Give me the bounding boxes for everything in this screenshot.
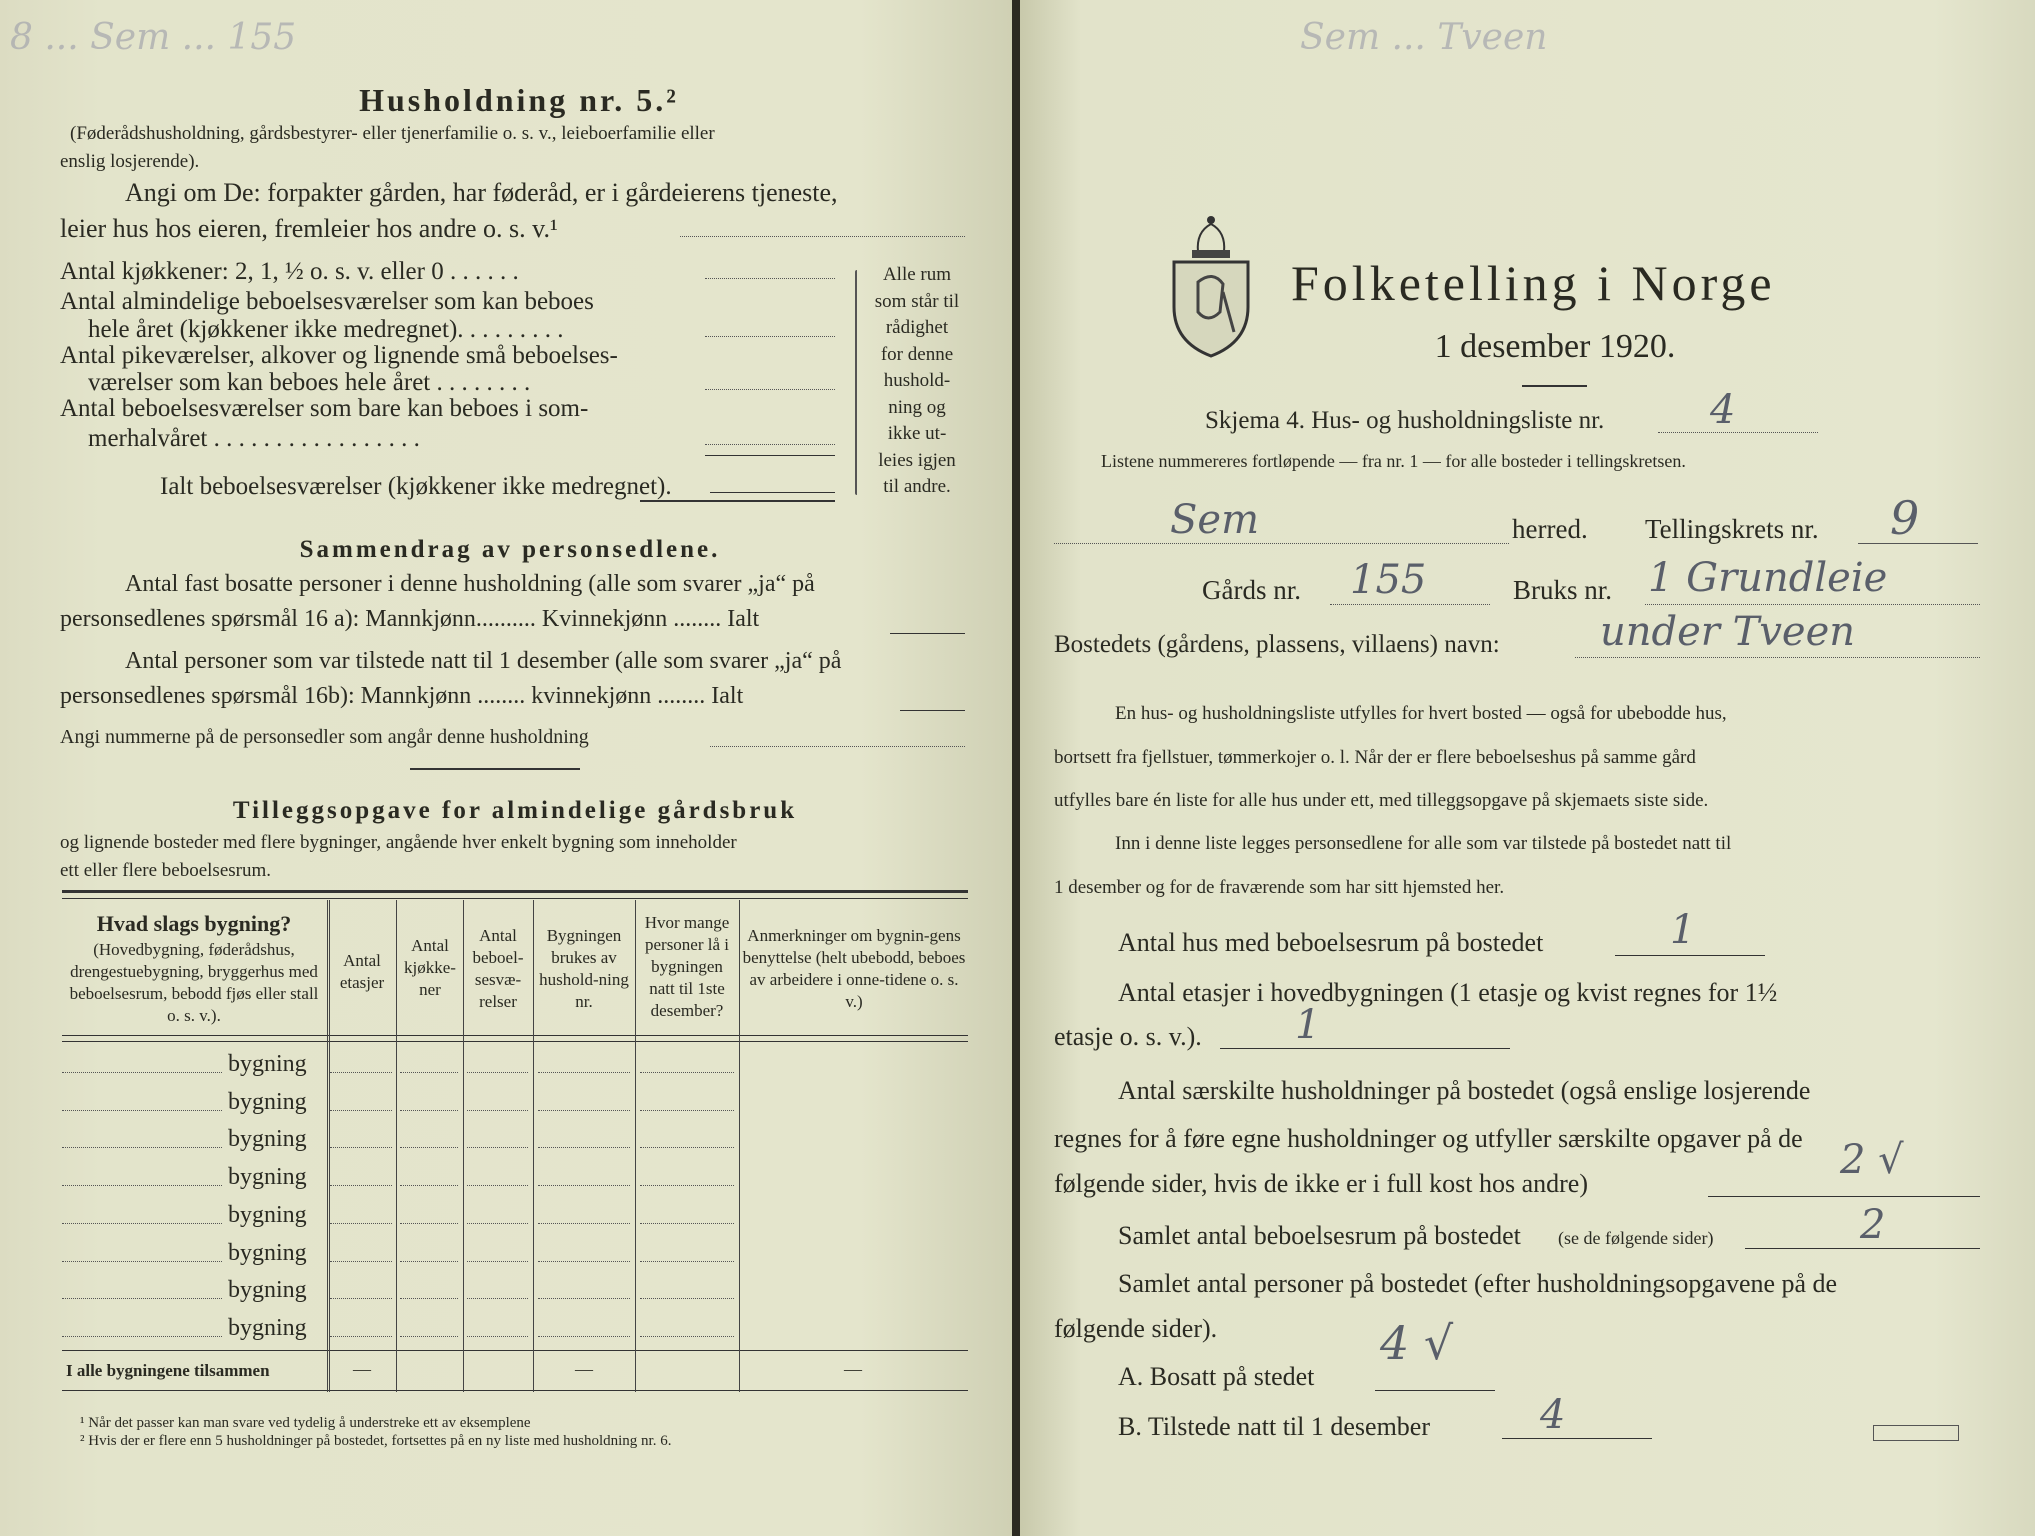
table-cell[interactable] xyxy=(330,1298,392,1299)
table-cell[interactable] xyxy=(400,1072,458,1073)
households-question: Antal særskilte husholdninger på bostedet (også enslige losjerende xyxy=(1118,1076,1811,1105)
summer-rooms-field[interactable] xyxy=(705,444,835,445)
instruction-line: bortsett fra fjellstuer, tømmerkojer o. l. Når der er flere beboelseshus på samme gård xyxy=(1054,747,1696,768)
table-cell[interactable] xyxy=(640,1261,734,1262)
building-type-field[interactable] xyxy=(62,1072,222,1073)
brace-note-line: ikke ut- xyxy=(887,423,947,444)
table-cell[interactable] xyxy=(640,1110,734,1111)
addendum-text-2: ett eller flere beboelsesrum. xyxy=(60,860,272,881)
header-persons: Hvor mange personer lå i bygningen natt til 1ste desember? xyxy=(644,913,730,1021)
table-cell[interactable] xyxy=(467,1261,528,1262)
table-cell[interactable] xyxy=(538,1298,630,1299)
col-divider xyxy=(533,900,534,1392)
floors-field[interactable] xyxy=(1220,1048,1510,1049)
right-page xyxy=(1020,0,2035,1536)
summary-line: personsedlenes spørsmål 16 a): Mannkjønn.......... Kvinnekjønn ........ Ialt xyxy=(60,606,760,632)
table-cell[interactable] xyxy=(330,1185,392,1186)
present-value: 4 xyxy=(1540,1392,1566,1438)
use-number-value: 1 Grundleie xyxy=(1648,555,1888,601)
footnote: ² Hvis der er flere enn 5 husholdninger på bostedet, fortsettes på en ny liste med husholdning nr. 6. xyxy=(80,1433,672,1449)
header-rooms: Antal beboel-sesvæ-relser xyxy=(472,926,524,1012)
table-cell[interactable] xyxy=(538,1072,630,1073)
row-label: bygning xyxy=(228,1277,307,1304)
rooms-line: Antal beboelsesværelser som bare kan beboes i som- xyxy=(60,395,589,422)
summary-line: personsedlenes spørsmål 16b): Mannkjønn ........ kvinnekjønn ........ Ialt xyxy=(60,683,744,709)
total-row-label: I alle bygningene tilsammen xyxy=(66,1361,270,1380)
table-cell[interactable] xyxy=(640,1336,734,1337)
rooms-total-label: Ialt beboelsesværelser (kjøkkener ikke medregnet). xyxy=(160,473,672,500)
col-divider xyxy=(463,900,464,1392)
coat-of-arms-icon xyxy=(1168,212,1254,360)
table-cell[interactable] xyxy=(467,1185,528,1186)
schema-label: Skjema 4. Hus- og husholdningsliste nr. xyxy=(1205,407,1605,434)
table-cell[interactable] xyxy=(467,1072,528,1073)
rooms-question-note: (se de følgende sider) xyxy=(1558,1228,1714,1248)
building-type-field[interactable] xyxy=(62,1147,222,1148)
header-kitchens: Antal kjøkke-ner xyxy=(404,936,456,1000)
table-cell[interactable] xyxy=(400,1185,458,1186)
addendum-text: og lignende bosteder med flere bygninger, angående hver enkelt bygning som inneholder xyxy=(60,832,737,853)
col-divider xyxy=(739,900,740,1392)
table-cell[interactable] xyxy=(330,1110,392,1111)
body-bottom-rule xyxy=(62,1350,968,1351)
use-number-label: Bruks nr. xyxy=(1513,575,1613,605)
title-rule xyxy=(1522,385,1587,387)
list-number-field[interactable] xyxy=(1658,432,1818,433)
table-cell[interactable] xyxy=(538,1147,630,1148)
header-household: Bygningen brukes av hushold-ning nr. xyxy=(539,926,629,1012)
building-type-field[interactable] xyxy=(62,1223,222,1224)
census-title: Folketelling i Norge xyxy=(1291,255,1776,311)
instruction-line: Inn i denne liste legges personsedlene for alle som var tilstede på bostedet natt til xyxy=(1115,833,1732,854)
header-title: Hvad slags bygning? xyxy=(96,911,292,936)
houses-field[interactable] xyxy=(1615,955,1765,956)
table-cell[interactable] xyxy=(538,1261,630,1262)
district-value: 9 xyxy=(1890,491,1920,545)
building-type-field[interactable] xyxy=(62,1261,222,1262)
list-number-value: 4 xyxy=(1710,387,1736,433)
table-cell[interactable] xyxy=(330,1223,392,1224)
table-cell[interactable] xyxy=(400,1223,458,1224)
header-bottom-rule xyxy=(62,1041,968,1042)
municipality-field[interactable] xyxy=(1054,543,1509,544)
header-building-type xyxy=(66,910,322,1027)
footnote: ¹ Når det passer kan man svare ved tydelig å understreke ett av eksemplene xyxy=(80,1415,531,1431)
addendum-heading: Tilleggsopgave for almindelige gårdsbruk xyxy=(232,797,798,824)
table-cell[interactable] xyxy=(640,1185,734,1186)
table-cell[interactable] xyxy=(400,1110,458,1111)
row-label: bygning xyxy=(228,1201,307,1228)
header-subtitle: (Hovedbygning, føderådshus, drengestuebygning, bryggerhus med beboelsesrum, bebodd fjøs eller stall o. s. v.). xyxy=(69,939,319,1025)
residence-name-field[interactable] xyxy=(1575,657,1980,658)
row-label: bygning xyxy=(228,1314,307,1341)
person-numbers-field[interactable] xyxy=(710,746,965,747)
small-rooms-field[interactable] xyxy=(705,389,835,390)
summary-line: Antal fast bosatte personer i denne husholdning (alle som svarer „ja“ på xyxy=(125,571,815,597)
rooms-field[interactable] xyxy=(1745,1248,1980,1249)
household-title: Husholdning nr. 5.² xyxy=(359,82,679,118)
census-date: 1 desember 1920. xyxy=(1434,328,1676,365)
table-top-rule xyxy=(62,898,968,899)
floors-value: 1 xyxy=(1295,1002,1321,1048)
table-cell[interactable] xyxy=(467,1147,528,1148)
houses-question: Antal hus med beboelsesrum på bostedet xyxy=(1118,928,1544,957)
instruction-line: utfylles bare én liste for alle hus under ett, med tilleggsopgave på skjemaets siste side. xyxy=(1054,790,1709,811)
table-cell[interactable] xyxy=(467,1336,528,1337)
use-number-field[interactable] xyxy=(1645,604,1980,605)
row-label: bygning xyxy=(228,1126,307,1153)
brace xyxy=(855,270,857,495)
rooms-total-rule xyxy=(640,500,835,502)
table-cell[interactable] xyxy=(330,1336,392,1337)
rooms-line: Antal pikeværelser, alkover og lignende små beboelses- xyxy=(60,342,618,369)
residence-name-label: Bostedets (gårdens, plassens, villaens) navn: xyxy=(1054,631,1500,658)
rooms-value: 2 xyxy=(1860,1202,1886,1248)
table-cell[interactable] xyxy=(400,1298,458,1299)
present-label: B. Tilstede natt til 1 desember xyxy=(1118,1412,1430,1441)
households-question-2: regnes for å føre egne husholdninger og utfyller særskilte opgaver på de xyxy=(1054,1124,1803,1153)
summary-line: Antal personer som var tilstede natt til 1 desember (alle som svarer „ja“ på xyxy=(125,648,842,674)
brace-note-line: som står til xyxy=(874,290,960,312)
total-dash: — xyxy=(575,1359,593,1379)
col-divider xyxy=(396,900,397,1392)
rooms-line: Antal kjøkkener: 2, 1, ½ o. s. v. eller 0 . . . . . . xyxy=(60,258,519,285)
angi-answer-line[interactable] xyxy=(680,236,965,237)
farm-number-label: Gårds nr. xyxy=(1202,575,1301,605)
household-subtitle-2: enslig losjerende). xyxy=(60,151,200,172)
table-cell[interactable] xyxy=(538,1110,630,1111)
ordinary-rooms-field[interactable] xyxy=(705,336,835,337)
table-cell[interactable] xyxy=(467,1110,528,1111)
brace-note-line: for denne xyxy=(880,343,954,365)
rooms-line: værelser som kan beboes hele året . . . . . . . . xyxy=(88,369,531,396)
building-type-field[interactable] xyxy=(62,1185,222,1186)
district-label: Tellingskrets nr. xyxy=(1645,514,1819,544)
table-cell[interactable] xyxy=(330,1072,392,1073)
header-bottom-rule xyxy=(62,1035,968,1036)
table-cell[interactable] xyxy=(640,1298,734,1299)
present-field[interactable] xyxy=(1502,1438,1652,1439)
table-top-rule xyxy=(62,890,968,893)
floors-question: Antal etasjer i hovedbygningen (1 etasje og kvist regnes for 1½ xyxy=(1118,978,1778,1007)
floors-question-2: etasje o. s. v.). xyxy=(1054,1022,1202,1051)
total-dash: — xyxy=(844,1359,862,1379)
persons-question-2: følgende sider). xyxy=(1054,1314,1218,1343)
municipality-label: herred. xyxy=(1512,514,1588,544)
households-field[interactable] xyxy=(1708,1196,1980,1197)
houses-value: 1 xyxy=(1670,907,1696,953)
residence-name-value: under Tveen xyxy=(1600,609,1856,655)
building-type-field[interactable] xyxy=(62,1110,222,1111)
table-cell[interactable] xyxy=(330,1261,392,1262)
numbering-note: Listene nummereres fortløpende — fra nr. 1 — for alle bosteder i tellingskretsen. xyxy=(1101,451,1686,471)
brace-note-line: leies igjen xyxy=(878,449,956,471)
angi-text: Angi om De: forpakter gården, har føderåd, er i gårdeierens tjeneste, xyxy=(125,178,838,207)
households-question-3: følgende sider, hvis de ikke er i full kost hos andre) xyxy=(1054,1169,1588,1198)
brace-note-line: Alle rum xyxy=(882,264,952,285)
household-subtitle: (Føderådshusholdning, gårdsbestyrer- eller tjenerfamilie o. s. v., leieboerfamilie eller xyxy=(70,123,715,144)
table-cell[interactable] xyxy=(467,1223,528,1224)
municipality-value: Sem xyxy=(1170,497,1260,543)
summary-line: Angi nummerne på de personsedler som angår denne husholdning xyxy=(60,726,589,748)
row-label: bygning xyxy=(228,1239,307,1266)
table-cell[interactable] xyxy=(538,1223,630,1224)
pencil-note: Sem ... Tveen xyxy=(1300,17,1548,58)
table-cell[interactable] xyxy=(640,1147,734,1148)
brace-note-line: ning og xyxy=(888,396,946,418)
brace-note-line: hushold- xyxy=(883,370,951,391)
instruction-line: En hus- og husholdningsliste utfylles for hvert bosted — også for ubebodde hus, xyxy=(1115,703,1727,724)
angi-text-2: leier hus hos eieren, fremleier hos andre o. s. v.¹ xyxy=(60,214,558,243)
brace-note xyxy=(862,262,972,501)
resident-value: 4 √ xyxy=(1380,1316,1454,1370)
building-type-field[interactable] xyxy=(62,1298,222,1299)
kitchens-field[interactable] xyxy=(705,278,835,279)
brace-note-line: til andre. xyxy=(883,476,951,497)
header-floors: Antal etasjer xyxy=(339,951,385,993)
total-dash: — xyxy=(353,1359,371,1379)
persons-question: Samlet antal personer på bostedet (efter husholdningsopgavene på de xyxy=(1118,1269,1838,1298)
table-bottom-rule xyxy=(62,1390,968,1391)
row-label: bygning xyxy=(228,1051,307,1077)
row-label: bygning xyxy=(228,1088,307,1115)
rooms-line: Antal almindelige beboelsesværelser som kan beboes xyxy=(60,288,594,315)
section-rule xyxy=(410,768,580,770)
summary-heading: Sammendrag av personsedlene. xyxy=(299,536,721,563)
brace-note-line: rådighet xyxy=(885,317,949,338)
row-label: bygning xyxy=(228,1164,307,1191)
table-cell[interactable] xyxy=(400,1147,458,1148)
present-total-field[interactable] xyxy=(900,710,965,711)
pencil-note: 8 ... Sem ... 155 xyxy=(10,17,297,58)
farm-number-value: 155 xyxy=(1350,557,1427,603)
resident-label: A. Bosatt på stedet xyxy=(1118,1362,1315,1391)
rooms-line: hele året (kjøkkener ikke medregnet). . . . . . . . . xyxy=(88,316,564,343)
header-remarks: Anmerkninger om bygnin-gens benyttelse (helt ubebodd, beboes av arbeidere i onne-tidene o. s. v.) xyxy=(742,926,966,1012)
sum-rule xyxy=(705,455,835,456)
households-value: 2 √ xyxy=(1840,1137,1904,1183)
building-type-field[interactable] xyxy=(62,1336,222,1337)
rooms-total-field[interactable] xyxy=(710,492,835,493)
table-cell[interactable] xyxy=(400,1261,458,1262)
rooms-line: merhalvåret . . . . . . . . . . . . . . . . . xyxy=(88,425,420,452)
table-cell[interactable] xyxy=(330,1147,392,1148)
table-cell[interactable] xyxy=(640,1223,734,1224)
rooms-question: Samlet antal beboelsesrum på bostedet xyxy=(1118,1221,1521,1250)
printer-stamp xyxy=(1873,1425,1959,1441)
resident-field[interactable] xyxy=(1375,1390,1495,1391)
table-cell[interactable] xyxy=(538,1185,630,1186)
table-cell[interactable] xyxy=(640,1072,734,1073)
resident-total-field[interactable] xyxy=(890,633,965,634)
table-cell[interactable] xyxy=(467,1298,528,1299)
table-cell[interactable] xyxy=(538,1336,630,1337)
instruction-line: 1 desember og for de fraværende som har sitt hjemsted her. xyxy=(1054,877,1505,898)
col-divider xyxy=(635,900,636,1392)
table-cell[interactable] xyxy=(400,1336,458,1337)
left-page xyxy=(0,0,1012,1536)
farm-number-field[interactable] xyxy=(1330,604,1490,605)
